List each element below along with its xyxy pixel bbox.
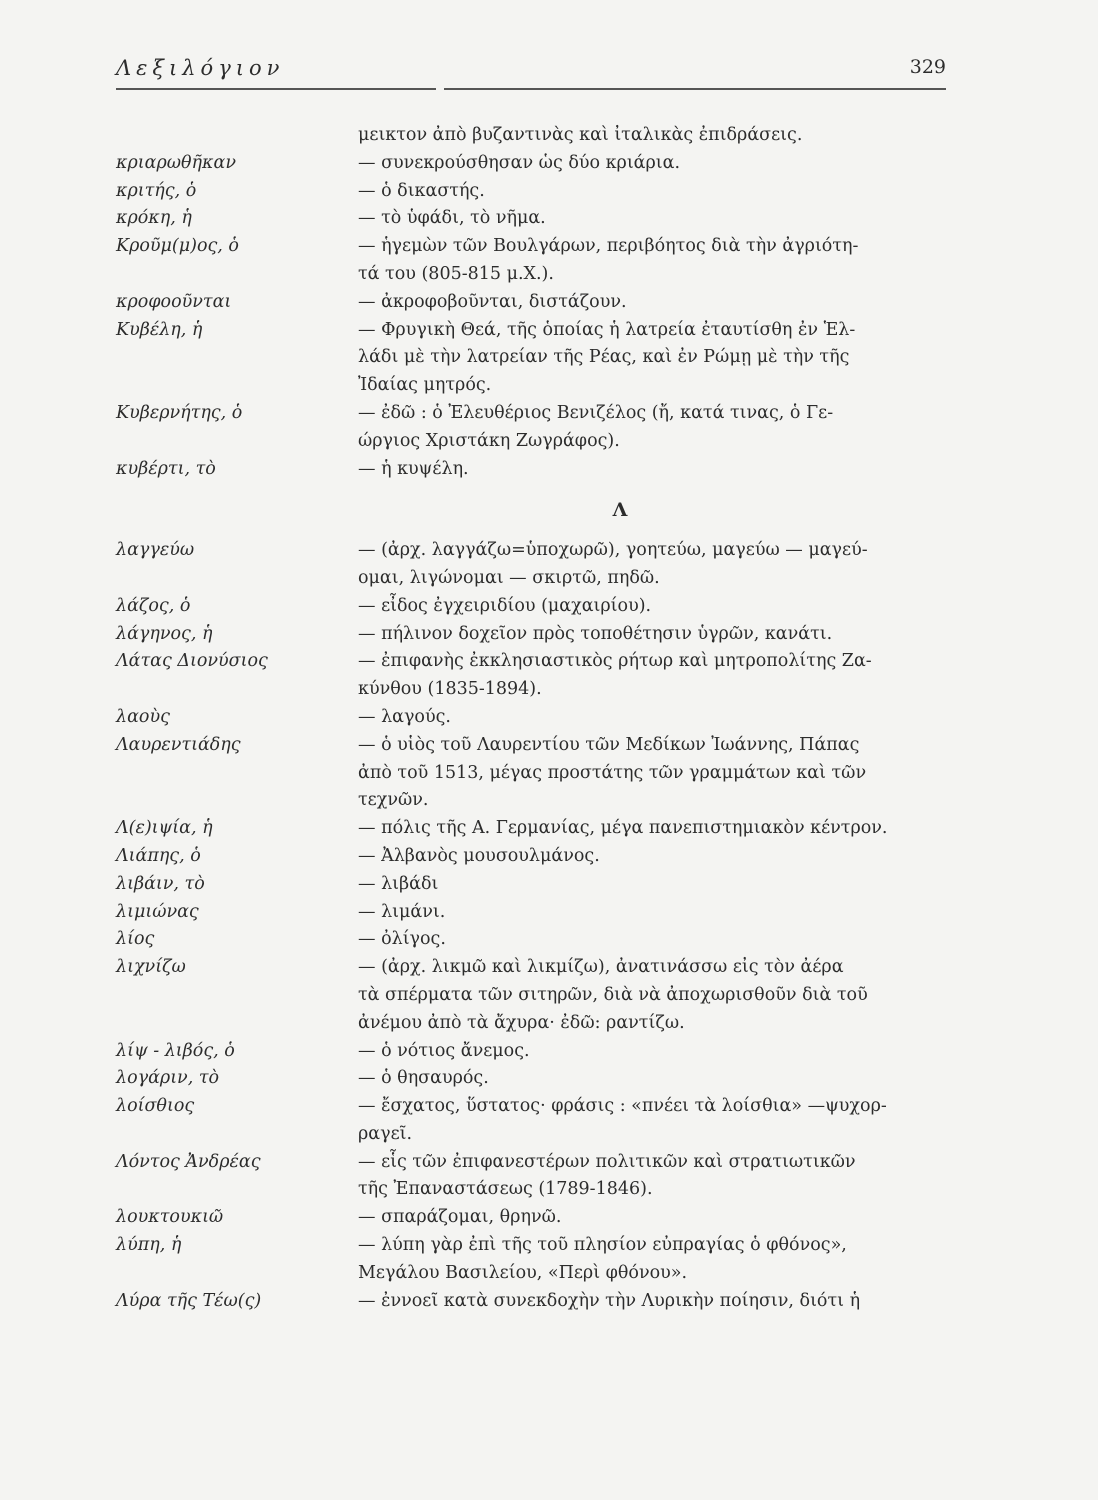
- entry-definition: — ἐπιφανὴς ἐκκλησιαστικὸς ρήτωρ καὶ μητροπολίτης Ζα- κύνθου (1835-1894).: [358, 651, 872, 700]
- entry-term: κρόκη, ἡ: [116, 208, 192, 229]
- entry-term: λίψ - λιβός, ὁ: [116, 1040, 235, 1061]
- header-rule-right: [444, 88, 946, 90]
- entry-term: λιβάιν, τὸ: [116, 873, 205, 894]
- glossary-entry: [116, 122, 946, 150]
- entry-definition: — ὁ δικαστής.: [358, 180, 485, 201]
- glossary-entry: [116, 593, 946, 621]
- glossary-entry: [116, 1093, 946, 1149]
- entry-definition: — ὁ υἱὸς τοῦ Λαυρεντίου τῶν Μεδίκων Ἰωάννης, Πάπας ἀπὸ τοῦ 1513, μέγας προστάτης τῶν γραμμάτων καὶ τῶν τεχνῶν.: [358, 734, 867, 811]
- glossary-section-k: [116, 122, 946, 483]
- entry-definition: — πήλινον δοχεῖον πρὸς τοποθέτησιν ὑγρῶν, κανάτι.: [358, 623, 833, 644]
- entry-definition: — ἐδῶ : ὁ Ἐλευθέριος Βενιζέλος (ἤ, κατά τινας, ὁ Γε- ώργιος Χριστάκη Ζωγράφος).: [358, 402, 834, 451]
- glossary-entry: [116, 815, 946, 843]
- glossary-entry: [116, 233, 946, 289]
- entry-term: Λάτας Διονύσιος: [116, 651, 268, 672]
- entry-term: λιμιώνας: [116, 901, 199, 922]
- entry-term: Λύρα τῆς Τέω(ς): [116, 1290, 262, 1311]
- glossary-entry: [116, 178, 946, 206]
- page-number: 329: [909, 56, 946, 78]
- entry-term: κριτής, ὁ: [116, 180, 197, 201]
- glossary-entry: [116, 704, 946, 732]
- glossary-entry: [116, 954, 946, 1037]
- entry-term: Λόντος Ἀνδρέας: [116, 1151, 261, 1172]
- entry-term: λαοὺς: [116, 706, 170, 727]
- entry-definition: — τὸ ὑφάδι, τὸ νῆμα.: [358, 208, 546, 229]
- header-rule-left: [116, 88, 436, 90]
- glossary-entries: [116, 122, 946, 1315]
- entry-term: λάζος, ὁ: [116, 595, 191, 616]
- page-header: [116, 52, 946, 92]
- entry-definition: — ἀκροφοβοῦνται, διστάζουν.: [358, 291, 627, 312]
- glossary-entry: [116, 1232, 946, 1288]
- glossary-entry: [116, 1288, 946, 1316]
- glossary-entry: [116, 1204, 946, 1232]
- glossary-entry: [116, 621, 946, 649]
- glossary-entry: [116, 648, 946, 704]
- entry-definition: — ἔσχατος, ὕστατος· φράσις : «πνέει τὰ λοίσθια» —ψυχορ- ραγεῖ.: [358, 1096, 887, 1144]
- entry-term: Κυβερνήτης, ὁ: [116, 402, 243, 423]
- entry-definition: — λιβάδι: [358, 873, 439, 894]
- glossary-entry: [116, 1038, 946, 1066]
- glossary-entry: [116, 843, 946, 871]
- entry-definition: — λύπη γὰρ ἐπὶ τῆς τοῦ πλησίον εὐπραγίας ὁ φθόνος», Μεγάλου Βασιλείου, «Περὶ φθόνου».: [358, 1235, 847, 1283]
- glossary-entry: [116, 1065, 946, 1093]
- entry-term: Κυβέλη, ἡ: [116, 319, 203, 340]
- entry-term: Λιάπης, ὁ: [116, 845, 201, 866]
- entry-term: Λαυρεντιάδης: [116, 734, 241, 755]
- entry-term: κυβέρτι, τὸ: [116, 458, 216, 479]
- entry-definition: — Φρυγικὴ Θεά, τῆς ὁποίας ἡ λατρεία ἐταυτίσθη ἐν Ἑλ- λάδι μὲ τὴν λατρείαν τῆς Ρέας, καὶ ἐν Ρώμῃ μὲ τὴν τῆς Ἰδαίας μητρός.: [358, 319, 856, 396]
- glossary-entry: [116, 317, 946, 400]
- entry-definition: — (ἀρχ. λικμῶ καὶ λικμίζω), ἀνατινάσσω εἰς τὸν ἀέρα τὰ σπέρματα τῶν σιτηρῶν, διὰ νὰ ἀποχωρισθοῦν διὰ τοῦ ἀνέμου ἀπὸ τὰ ἄχυρα· ἐδῶ: ραντίζω.: [358, 957, 868, 1033]
- entry-term: [116, 122, 358, 150]
- entry-definition: — ὀλίγος.: [358, 929, 446, 950]
- entry-definition: — ἡ κυψέλη.: [358, 458, 469, 479]
- entry-term: λιχνίζω: [116, 957, 186, 978]
- glossary-entry: [116, 150, 946, 178]
- entry-definition: — εἷς τῶν ἐπιφανεστέρων πολιτικῶν καὶ στρατιωτικῶν τῆς Ἐπαναστάσεως (1789-1846).: [358, 1151, 856, 1200]
- glossary-entry: [116, 926, 946, 954]
- entry-term: λύπη, ἡ: [116, 1235, 182, 1256]
- entry-term: λογάριν, τὸ: [116, 1068, 220, 1089]
- glossary-entry: [116, 732, 946, 815]
- entry-term: λουκτουκιῶ: [116, 1207, 224, 1228]
- running-title: Λεξιλόγιον: [116, 56, 285, 80]
- entry-definition: — ὁ θησαυρός.: [358, 1068, 489, 1089]
- entry-definition: — Ἀλβανὸς μουσουλμάνος.: [358, 845, 600, 866]
- entry-term: Κροῦμ(μ)ος, ὁ: [116, 236, 239, 257]
- entry-term: λαγγεύω: [116, 540, 195, 561]
- entry-definition: — εἶδος ἐγχειριδίου (μαχαιρίου).: [358, 595, 652, 616]
- entry-definition: — πόλις τῆς Α. Γερμανίας, μέγα πανεπιστημιακὸν κέντρον.: [358, 818, 888, 839]
- entry-term: κριαρωθῆκαν: [116, 152, 236, 173]
- glossary-entry: [116, 871, 946, 899]
- glossary-entry: [116, 456, 946, 484]
- glossary-entry: [116, 537, 946, 593]
- glossary-entry: [116, 1149, 946, 1205]
- entry-term: λοίσθιος: [116, 1096, 195, 1117]
- entry-definition: — ὁ νότιος ἄνεμος.: [358, 1040, 530, 1061]
- entry-term: κροφοοῦνται: [116, 291, 232, 312]
- entry-definition: — ἡγεμὼν τῶν Βουλγάρων, περιβόητος διὰ τὴν ἀγριότη- τά του (805-815 μ.Χ.).: [358, 236, 859, 284]
- entry-term: λάγηνος, ἡ: [116, 623, 213, 644]
- glossary-section-l: [116, 537, 946, 1315]
- entry-definition: — λιμάνι.: [358, 901, 446, 922]
- entry-definition: — λαγούς.: [358, 706, 451, 727]
- entry-definition: — (ἀρχ. λαγγάζω=ὑποχωρῶ), γοητεύω, μαγεύω — μαγεύ- ομαι, λιγώνομαι — σκιρτῶ, πηδῶ.: [358, 540, 868, 588]
- glossary-entry: [116, 899, 946, 927]
- entry-term: Λ(ε)ιψία, ἡ: [116, 818, 213, 839]
- entry-term: λίος: [116, 929, 155, 950]
- letter-heading: Λ: [612, 499, 628, 522]
- glossary-entry: [116, 289, 946, 317]
- entry-definition: — σπαράζομαι, θρηνῶ.: [358, 1207, 562, 1228]
- glossary-entry: [116, 205, 946, 233]
- entry-definition: μεικτον ἀπὸ βυζαντινὰς καὶ ἰταλικὰς ἐπιδράσεις.: [358, 125, 803, 145]
- entry-definition: — ἐννοεῖ κατὰ συνεκδοχὴν τὴν Λυρικὴν ποίησιν, διότι ἡ: [358, 1290, 861, 1311]
- entry-definition: — συνεκρούσθησαν ὡς δύο κριάρια.: [358, 152, 681, 173]
- glossary-entry: [116, 400, 946, 456]
